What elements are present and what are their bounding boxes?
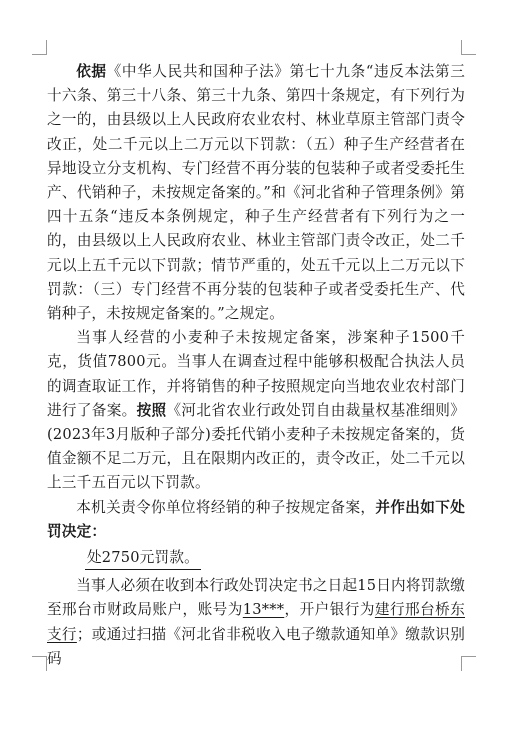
decision-bold: 并作出如下处罚决定	[47, 498, 465, 540]
decision-paragraph	[47, 496, 465, 544]
payment-paragraph	[47, 574, 465, 671]
facts-bold-lead: 按照	[136, 401, 167, 419]
facts-text-2: 《河北省农业行政处罚自由裁量权基准细则》(2023年3月版种子部分)委托代销小麦种子未按规定备案的，货值金额不足二万元，且在限期内改正的，责令改正，处二千元以上三千五百元以下罚款。	[47, 401, 466, 492]
facts-paragraph	[47, 326, 465, 495]
penalty-amount: 处2750元罚款。	[85, 548, 201, 570]
account-number: 13***	[242, 601, 285, 619]
decision-colon: ：	[91, 522, 107, 540]
document-body	[47, 60, 465, 671]
legal-basis-text: 《中华人民共和国种子法》第七十九条“违反本法第三十六条、第三十八条、第三十九条、第四十条规定，有下列行为之一的，由县级以上人民政府农业农村、林业草原主管部门责令改正，处二千元以上二万元以下罚款：（五）种子生产经营者在异地设立分支机构、专门经营不再分装的包装种子或者受委托生产、代销种子，未按规定备案的。”和《河北省种子管理条例》第四十五条“违反本条例规定，种子生产经营者有下列行为之一的，由县级以上人民政府农业、林业主管部门责令改正，处二千元以上五千元以下罚款；情节严重的，处五千元以上二万元以下罚款：（三）专门经营不再分装的包装种子或者受委托生产、代销种子，未按规定备案的。”之规定。	[47, 63, 465, 323]
legal-basis-lead: 依据	[76, 63, 107, 80]
facts-text: 当事人经营的小麦种子未按规定备案，涉案种子1500千克，货值7800元。当事人在调查过程中能够积极配合执法人员的调查取证工作，并将销售的种子按照规定向当地农业农村部门进行了备案。	[47, 329, 465, 419]
payment-text-3: ；或通过扫描《河北省非税收入电子缴款通知单》缴款识别码	[47, 625, 466, 667]
crop-mark-top-right	[461, 40, 476, 55]
crop-mark-top-left	[32, 40, 47, 55]
crop-mark-bottom-left	[32, 656, 47, 671]
legal-basis-paragraph	[47, 60, 465, 326]
bank-name: 建行邢台桥东支行	[47, 601, 466, 643]
decision-text: 本机关责令你单位将经销的种子按规定备案，	[76, 498, 376, 516]
payment-text: 当事人必须在收到本行政处罚决定书之日起15日内将罚款缴至邢台市财政局账户，账号为	[47, 577, 466, 619]
payment-text-2: ，开户银行为	[284, 601, 375, 619]
penalty-line	[47, 546, 465, 570]
